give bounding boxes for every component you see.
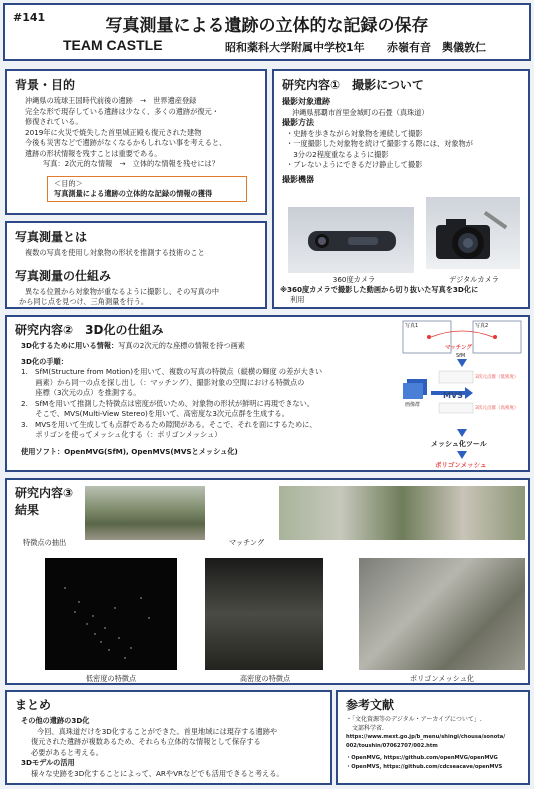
background-line: 写真：2次元的な情報 → 立体的な情報を残せには？: [43, 159, 219, 168]
mechanism-text: 異なる位置から対象物が重なるように撮影し、その写真の中: [25, 286, 220, 296]
dense-points-label: 高密度の特徴点: [239, 674, 291, 683]
method-item: 3分の2程度重なるように撮影: [286, 149, 389, 159]
step-line: 1. SfM(Structure from Motion)を用いて、複数の写真の特徴点（縦横の輝度 の差が大きい: [21, 367, 323, 376]
flow-mvs: MVS: [443, 391, 463, 400]
camera-360-icon: [288, 207, 414, 273]
step-line: 画素）から同一の点を探し出し（：マッチング）、撮影対象の空間における特徴点の: [21, 377, 305, 387]
method-title: 撮影方法: [282, 118, 314, 127]
team-name: TEAM CASTLE: [63, 37, 163, 53]
goal-text: 写真測量による遺跡の立体的な記録の情報の獲得: [54, 188, 213, 198]
research3-panel: [5, 478, 530, 685]
flow-sfm: SfM: [456, 353, 466, 359]
background-panel: [5, 69, 267, 215]
header-panel: [3, 3, 531, 61]
author-names: 赤嶺有音 輿儀敦仁: [387, 41, 486, 54]
target-title: 撮影対象遺跡: [282, 97, 330, 106]
reference-line: 002/toushin/07062707/002.htm: [346, 742, 438, 749]
flow-photo1: 写真1: [405, 323, 419, 329]
software-line: 使用ソフト：OpenMVG(SfM), OpenMVS(MVSとメッシュ化): [21, 446, 238, 456]
info-line: 3D化するために用いる情報：写真の2次元的な座標の情報を持つ画素: [21, 341, 245, 350]
flow-dense: 3次元点群（高密度）: [475, 406, 519, 411]
flow-mesh-tool: メッシュ化ツール: [431, 440, 487, 448]
flow-sparse: 3次元点群（低密度）: [475, 375, 519, 380]
research1-panel: [272, 69, 530, 309]
polygon-mesh-image: [359, 558, 525, 670]
reference-line: 文部科学省.: [346, 724, 384, 732]
matching-label: マッチング: [229, 538, 265, 547]
target-text: 沖縄県那覇市首里金城町の石畳（真珠道）: [292, 107, 429, 117]
feature-extraction-label: 特徴点の抽出: [23, 538, 67, 547]
step-line: 3. MVSを用いて生成しても点群であるため隙間がある。そこで、それを面にするために、: [21, 419, 317, 429]
reference-line: ・OpenMVG, https://github.com/openMVG/openMVG: [346, 755, 498, 761]
flow-images: 画像群: [405, 402, 421, 408]
background-line: 遺跡の形状情報を残すことは重要である。: [25, 148, 162, 158]
background-line: 2019年に火災で焼失した首里城正殿も復元された建物: [25, 127, 202, 137]
photogrammetry-text: 複数の写真を使用し対象物の形状を推測する技術のこと: [25, 248, 205, 257]
step-line: ポリゴンを使ってメッシュ化する（：ポリゴンメッシュ）: [21, 430, 222, 439]
sparse-points-image: [45, 558, 177, 670]
digital-camera-caption: デジタルカメラ: [449, 275, 499, 284]
poster-title: 写真測量による遺跡の立体的な記録の保存: [105, 16, 429, 36]
camera-note: ※360度カメラで撮影した動画から切り抜いた写真を3D化に: [280, 285, 479, 294]
reference-line: ・「文化資源等のデジタル・アーカイブについて」.: [346, 716, 482, 723]
sparse-points-icon: [45, 558, 177, 670]
step-line: そこで、MVS(Multi-View Stereo)を用いて、高密度な3次元点群を生成する。: [21, 409, 289, 418]
summary-line: 様々な史跡を3D化することによって、ARやVRなどでも活用できると考える。: [31, 768, 284, 778]
poster-number: #141: [13, 11, 46, 24]
method-item: ・一度撮影した対象物を続けて撮影する際には、対象物が: [286, 139, 473, 148]
digital-camera-icon: [426, 197, 520, 269]
method-item: ・史跡を歩きながら対象物を連続して撮影: [286, 128, 423, 138]
background-title: 背景・目的: [15, 78, 76, 92]
dense-points-image: [205, 558, 323, 670]
digital-camera-photo: [426, 197, 520, 269]
polygon-mesh-label: ポリゴンメッシュ化: [409, 674, 475, 683]
background-line: 完全な形で現存している遺跡は少なく、多くの遺跡が復元・: [25, 106, 219, 116]
step-line: 座標（3次元の点）を推測する。: [21, 388, 141, 397]
summary-line: 復元された遺跡が複数あるため、それらも立体的な情報として保存する: [31, 737, 261, 746]
step-line: 2. SfMを用いて推測した特徴点は密度が低いため、対象物の形状が鮮明に再現できない。: [21, 398, 314, 408]
goal-label: ＜目的＞: [54, 178, 83, 188]
background-line: 沖縄県の琉球王国時代前後の遺跡 → 世界遺産登録: [25, 96, 197, 105]
mechanism-text: から同じ点を見つけ、三角測量を行う。: [19, 297, 149, 306]
equipment-title: 撮影機器: [282, 174, 314, 184]
goal-box: [47, 176, 247, 202]
method-item: ・ブレないようにできるだけ静止して撮影: [286, 160, 423, 169]
school-name: 昭和薬科大学附属中学校1年: [225, 41, 365, 54]
matching-image: [279, 486, 525, 540]
flow-diagram: [399, 319, 525, 469]
background-line: 今後も災害などで遺跡がなくなるかもしれない事を考えると、: [25, 138, 227, 147]
sparse-points-label: 低密度の特徴点: [85, 674, 137, 683]
references-panel: [336, 690, 530, 785]
mechanism-title: 写真測量の仕組み: [15, 268, 112, 283]
flow-polygon: ポリゴンメッシュ: [435, 461, 487, 469]
feature-extraction-image: [85, 486, 205, 540]
summary-panel: [5, 690, 332, 785]
steps-title: 3D化の手順：: [21, 356, 68, 366]
research2-title: 研究内容② 3D化の仕組み: [15, 323, 164, 337]
research2-panel: [5, 315, 530, 472]
reference-line: https://www.mext.go.jp/b_menu/shingi/chousa/sonota/: [346, 734, 506, 740]
background-line: 修復されている。: [25, 117, 83, 126]
flow-photo2: 写真2: [475, 323, 489, 329]
research3-title: 研究内容③: [15, 486, 74, 500]
references-title: 参考文献: [346, 698, 395, 712]
camera-360-caption: 360度カメラ: [332, 275, 376, 284]
summary-line: 必要があると考える。: [31, 747, 103, 757]
summary-line: 今回、真珠道だけを3D化することができた。首里地域には現存する遺跡や: [37, 726, 278, 736]
camera-note-2: 利用: [290, 295, 305, 304]
photogrammetry-title: 写真測量とは: [15, 230, 88, 244]
research1-title: 研究内容① 撮影について: [282, 78, 424, 92]
camera-360-photo: [288, 207, 414, 273]
summary-sub1: その他の遺跡の3D化: [21, 716, 90, 725]
photogrammetry-panel: [5, 221, 267, 309]
flow-matching: マッチング: [445, 345, 472, 351]
reference-line: ・OpenMVS, https://github.com/cdcseacave/openMVS: [346, 763, 503, 770]
summary-sub2: 3Dモデルの活用: [21, 758, 75, 767]
summary-title: まとめ: [15, 698, 52, 712]
results-title: 結果: [15, 503, 40, 517]
